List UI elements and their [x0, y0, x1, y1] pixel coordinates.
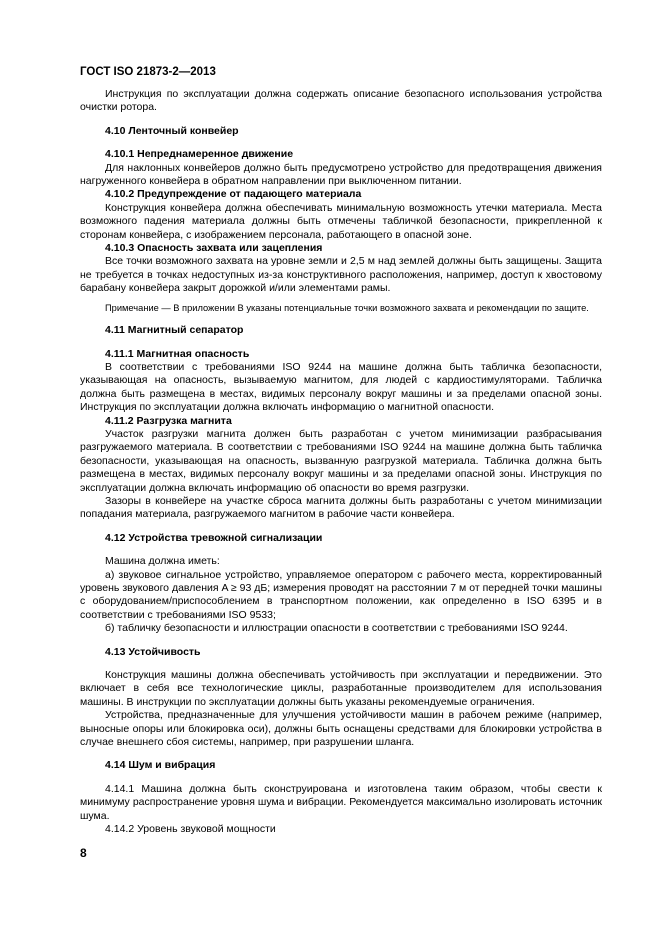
subsection-heading-4-11-2: 4.11.2 Разгрузка магнита	[105, 414, 232, 427]
list-item-a: а) звуковое сигнальное устройство, управляемое оператором с рабочего места, корректированный уровень звукового давления A ≥ 93 дБ; измерения проводят на расстоянии 7 м от передней точки машины с оборудованием/приспособлением в транспортном положении, как определенно в ISO 6395 и в соответствии с требованиями ISO 9533;	[80, 568, 602, 621]
paragraph: Конструкция конвейера должна обеспечивать минимальную возможность утечки материала. Места возможного падения материала должны быть отмечены табличкой безопасности, прикрепленной к сторонам конвейера, с изображением персонала, работающего в опасной зоне.	[80, 201, 602, 241]
section-heading-4-13: 4.13 Устойчивость	[105, 645, 201, 658]
list-item-b: б) табличку безопасности и иллюстрации опасности в соответствии с требованиями ISO 9244.	[105, 622, 568, 635]
paragraph-4-14-2: 4.14.2 Уровень звуковой мощности	[105, 823, 276, 836]
section-heading-4-12: 4.12 Устройства тревожной сигнализации	[105, 531, 323, 544]
paragraph: Машина должна иметь:	[105, 555, 220, 568]
document-body	[80, 88, 602, 837]
document-code: ГОСТ ISO 21873-2—2013	[80, 66, 216, 78]
subsection-heading-4-10-3: 4.10.3 Опасность захвата или зацепления	[105, 242, 323, 255]
paragraph: В соответствии с требованиями ISO 9244 на машине должна быть табличка безопасности, указывающая на опасность, вызываемую магнитом, для людей с кардиостимуляторами. Табличка должна быть размещена в местах, видимых персоналу вокруг машины и за пределами опасной зоны. Инструкция по эксплуатации должна включать информацию о магнитной опасности.	[80, 360, 602, 414]
paragraph: Для наклонных конвейеров должно быть предусмотрено устройство для предотвращения движения нагруженного конвейера в обратном направлении при выключенном питании.	[80, 161, 602, 188]
paragraph: Зазоры в конвейере на участке сброса магнита должны быть разработаны с учетом минимизации попадания материала, разгружаемого магнитом в рабочие части конвейера.	[80, 494, 602, 521]
note: Примечание — В приложении В указаны потенциальные точки возможного захвата и рекомендации по защите.	[105, 302, 589, 313]
paragraph: Инструкция по эксплуатации должна содержать описание безопасного использования устройства очистки ротора.	[80, 88, 602, 114]
paragraph-4-14-1: 4.14.1 Машина должна быть сконструирована и изготовлена таким образом, чтобы свести к минимуму распространение уровня шума и вибрации. Рекомендуется максимально изолировать источник шума.	[80, 782, 602, 822]
subsection-heading-4-10-2: 4.10.2 Предупреждение от падающего материала	[105, 188, 362, 201]
paragraph: Конструкция машины должна обеспечивать устойчивость при эксплуатации и передвижении. Это включает в себя все технологические циклы, разработанные производителем для использования машины. В инструкции по эксплуатации должны быть указаны рекомендуемые ограничения.	[80, 669, 602, 708]
paragraph: Все точки возможного захвата на уровне земли и 2,5 м над землей должны быть защищены. Защита не требуется в точках недоступных из-за конструктивного расположения, например, доступ к хвостовому барабану конвейера закрыт дорожкой и/или элементами рамы.	[80, 255, 602, 295]
paragraph: Участок разгрузки магнита должен быть разработан с учетом минимизации разбрасывания разгружаемого материала. В соответствии с требованиями ISO 9244 на машине должна быть табличка безопасности, указывающая на опасность, вызванную разгрузкой материала. Табличка должна быть размещена в местах, видимых персоналу вокруг машины и за пределами опасной зоны. Инструкция по эксплуатации должна включать информацию об опасности во время разгрузки.	[80, 427, 602, 494]
section-heading-4-11: 4.11 Магнитный сепаратор	[105, 324, 244, 337]
section-heading-4-10: 4.10 Ленточный конвейер	[105, 124, 239, 137]
subsection-heading-4-11-1: 4.11.1 Магнитная опасность	[105, 347, 250, 360]
page-number: 8	[80, 846, 87, 860]
paragraph: Устройства, предназначенные для улучшения устойчивости машин в рабочем режиме (например, выносные опоры или блокировка оси), должны быть оснащены средствами для блокировки устройства в случае внешнего сбоя системы, например, при разрушении шланга.	[80, 709, 602, 749]
section-heading-4-14: 4.14 Шум и вибрация	[105, 759, 216, 772]
subsection-heading-4-10-1: 4.10.1 Непреднамеренное движение	[105, 148, 294, 161]
